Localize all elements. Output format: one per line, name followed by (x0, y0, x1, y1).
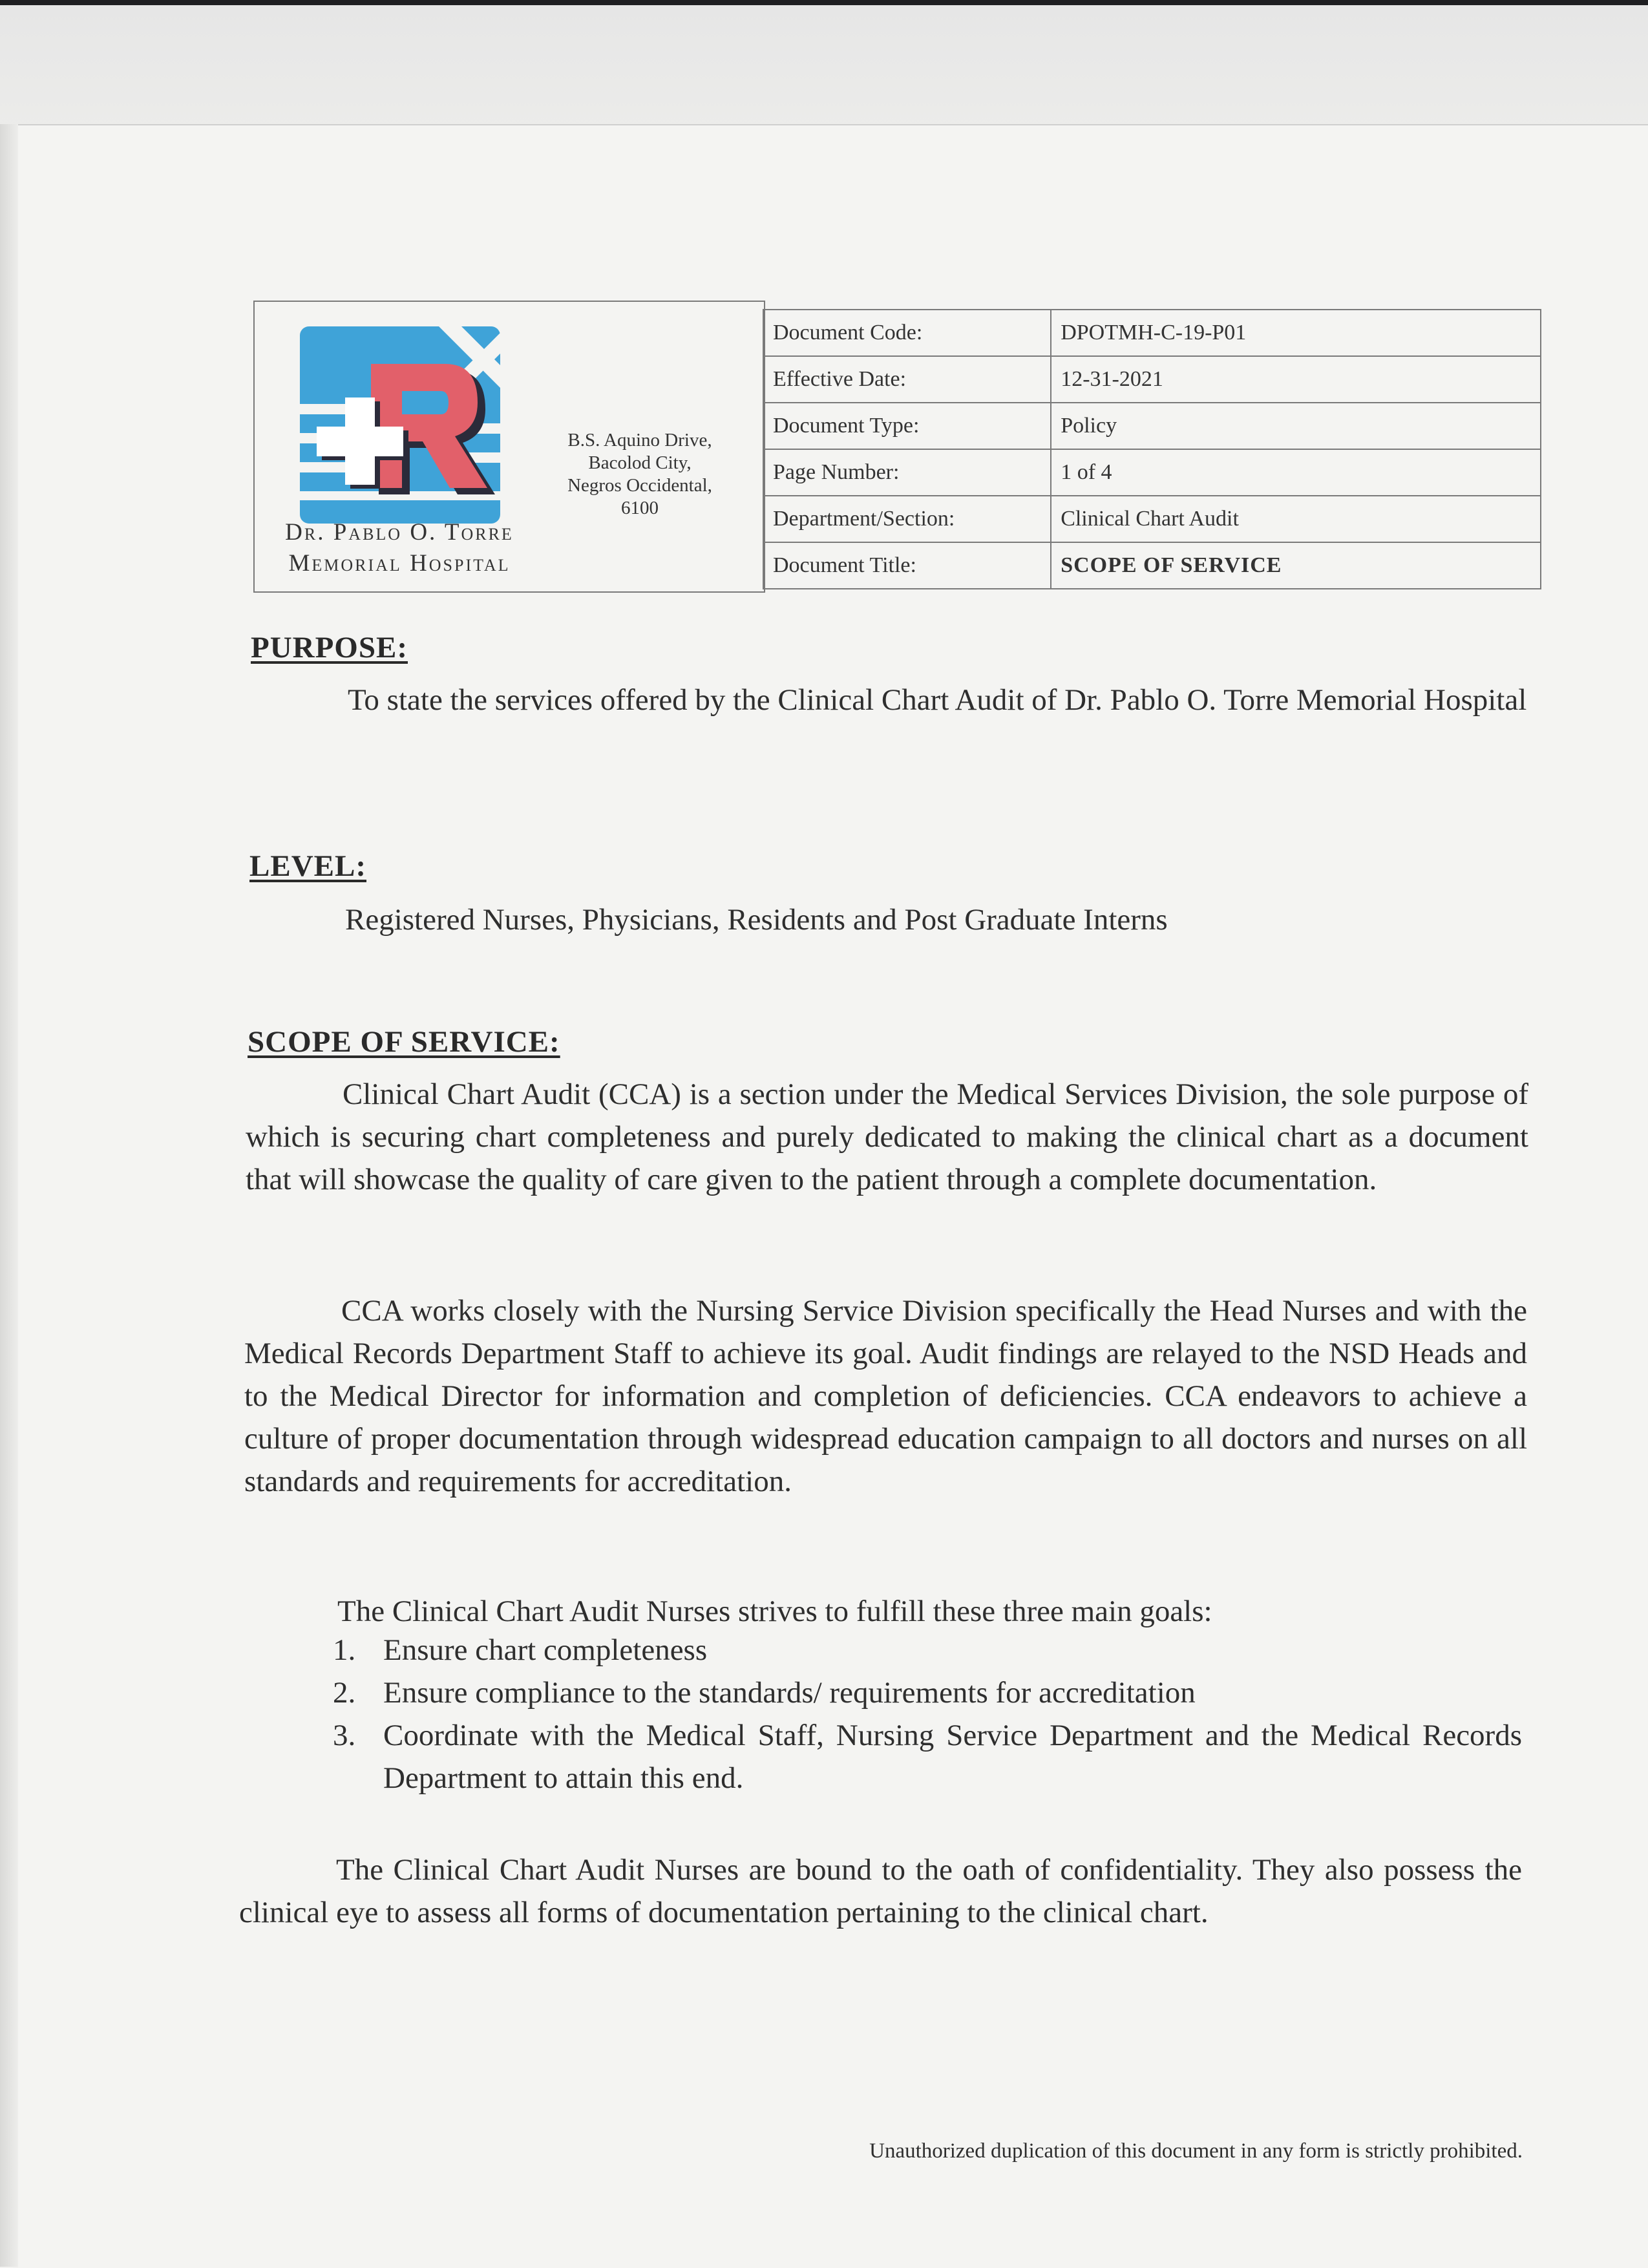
list-item-text: Ensure chart completeness (383, 1633, 708, 1667)
metadata-label: Document Title: (763, 542, 1051, 589)
list-item-number: 3. (333, 1719, 356, 1752)
scope-heading: SCOPE OF SERVICE: (248, 1025, 560, 1059)
level-text: Registered Nurses, Physicians, Residents and Post Graduate Interns (345, 903, 1168, 937)
purpose-heading: PURPOSE: (251, 631, 408, 664)
metadata-row-effective-date (763, 356, 1541, 403)
scope-paragraph-1: Clinical Chart Audit (CCA) is a section under the Medical Services Division, the sole purpose of which is securing chart completeness and purely dedicated to making the clinical chart as a document that will showcase the quality of care given to the patient through a complete documentation. (246, 1077, 1528, 1196)
address-line1: B.S. Aquino Drive, (567, 430, 712, 450)
metadata-row-document-title (763, 542, 1541, 589)
list-item-number: 1. (333, 1633, 356, 1667)
goals-list (326, 1629, 1522, 1799)
list-item (326, 1671, 1522, 1714)
metadata-row-page-number (763, 449, 1541, 496)
metadata-label: Department/Section: (763, 496, 1051, 542)
hospital-name (257, 517, 542, 579)
address-line3: Negros Occidental, (567, 475, 712, 496)
scope-paragraph-2: CCA works closely with the Nursing Service Division specifically the Head Nurses and with the Medical Records Department Staff to achieve its goal. Audit findings are relayed to the NSD Heads and to the Medical Director for information and completion of deficiencies. CCA endeavors to achieve a culture of proper documentation through widespread education campaign to all doctors and nurses on all standards and requirements for accreditation. (244, 1294, 1527, 1498)
address-line4: 6100 (621, 498, 659, 518)
document-metadata-table (763, 309, 1541, 589)
list-item (326, 1629, 1522, 1671)
hospital-address (549, 429, 730, 520)
metadata-label: Document Code: (763, 310, 1051, 356)
list-item (326, 1714, 1522, 1799)
metadata-value: SCOPE OF SERVICE (1051, 542, 1541, 589)
metadata-row-department (763, 496, 1541, 542)
metadata-label: Page Number: (763, 449, 1051, 496)
hospital-name-line2: Memorial Hospital (288, 550, 511, 577)
metadata-value: 1 of 4 (1051, 449, 1541, 496)
scanner-left-edge (0, 124, 18, 2267)
address-line2: Bacolod City, (588, 452, 692, 473)
metadata-label: Document Type: (763, 403, 1051, 449)
metadata-row-document-type (763, 403, 1541, 449)
list-item-text: Ensure compliance to the standards/ requirements for accreditation (383, 1676, 1196, 1710)
purpose-text: To state the services offered by the Clinical Chart Audit of Dr. Pablo O. Torre Memorial Hospital (348, 683, 1527, 717)
list-item-number: 2. (333, 1676, 356, 1710)
logo-letter-counter (402, 391, 449, 414)
metadata-value: Policy (1051, 403, 1541, 449)
footer-notice: Unauthorized duplication of this document in any form is strictly prohibited. (869, 2139, 1523, 2163)
hospital-logo-graphic (300, 326, 500, 524)
metadata-value: Clinical Chart Audit (1051, 496, 1541, 542)
scanner-top-band (0, 0, 1648, 134)
level-heading: LEVEL: (249, 849, 366, 883)
hospital-logo (300, 326, 500, 524)
list-item-text: Coordinate with the Medical Staff, Nursing Service Department and the Medical Records Department to attain this end. (383, 1719, 1522, 1795)
metadata-value: DPOTMH-C-19-P01 (1051, 310, 1541, 356)
metadata-row-document-code (763, 310, 1541, 356)
metadata-label: Effective Date: (763, 356, 1051, 403)
scope-paragraph-3: The Clinical Chart Audit Nurses are bound to the oath of confidentiality. They also possess the clinical eye to assess all forms of documentation pertaining to the clinical chart. (239, 1853, 1522, 1929)
hospital-name-line1: Dr. Pablo O. Torre (285, 519, 514, 546)
goals-intro: The Clinical Chart Audit Nurses strives to fulfill these three main goals: (337, 1595, 1212, 1628)
metadata-value: 12-31-2021 (1051, 356, 1541, 403)
